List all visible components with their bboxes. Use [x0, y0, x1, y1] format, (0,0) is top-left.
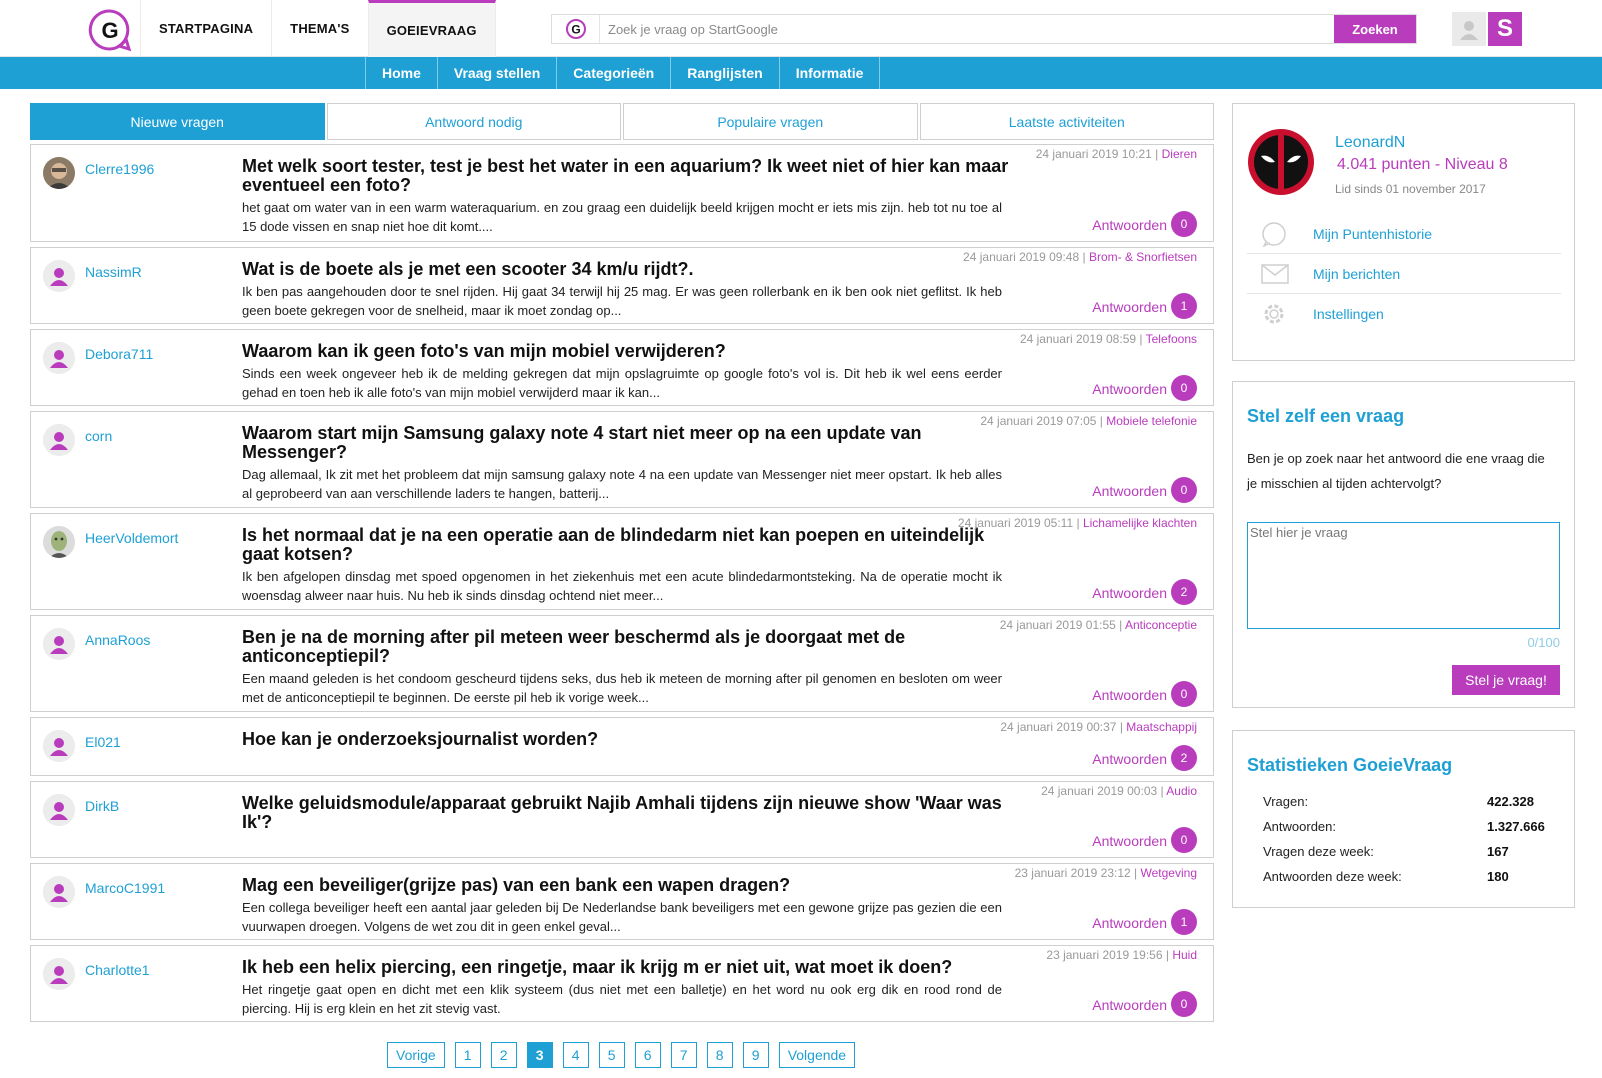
user-avatar-icon[interactable] [1452, 12, 1486, 46]
pagination-prev[interactable]: Vorige [387, 1042, 445, 1068]
question-author[interactable]: AnnaRoos [85, 632, 151, 648]
top-bar [0, 0, 1602, 57]
answer-count-badge: 0 [1171, 827, 1197, 853]
stats-label: Antwoorden: [1263, 819, 1336, 834]
nav-home[interactable]: Home [366, 57, 438, 89]
profile-card [1232, 103, 1575, 361]
question-author[interactable]: corn [85, 428, 113, 444]
question-category[interactable]: Mobiele telefonie [1106, 414, 1197, 428]
search-input[interactable] [608, 15, 1308, 43]
stats-title: Statistieken GoeieVraag [1247, 755, 1453, 775]
tab-nieuwe-vragen[interactable]: Nieuwe vragen [30, 103, 325, 140]
question-meta: 24 januari 2019 01:55 | Anticonceptie [999, 618, 1197, 632]
answer-link[interactable]: Antwoorden [1092, 381, 1167, 397]
answer-link[interactable]: Antwoorden [1092, 833, 1167, 849]
search-button[interactable]: Zoeken [1334, 15, 1416, 43]
question-author[interactable]: NassimR [85, 264, 142, 280]
link-puntenhistorie[interactable] [1247, 214, 1561, 254]
question-title[interactable]: Ben je na de morning after pil meteen weer beschermd als je doorgaat met de anticonceptiepil? [242, 627, 906, 666]
question-date: 24 januari 2019 01:55 [999, 618, 1116, 632]
question-row[interactable] [30, 411, 1214, 508]
question-category[interactable]: Maatschappij [1126, 720, 1197, 734]
profile-links [1247, 214, 1561, 334]
ask-question-input[interactable] [1247, 522, 1560, 629]
goeievraag-logo[interactable] [88, 8, 132, 52]
ask-description: Ben je op zoek naar het antwoord die ene vraag die je misschien al tijden achtervolgt? [1247, 451, 1545, 491]
question-date: 24 januari 2019 05:11 [957, 516, 1074, 530]
pagination-page[interactable]: 3 [527, 1042, 553, 1068]
envelope-icon [1261, 264, 1293, 284]
profile-member-since: Lid sinds 01 november 2017 [1335, 182, 1486, 196]
char-counter: 0/100 [1527, 635, 1560, 650]
stats-label: Antwoorden deze week: [1263, 869, 1402, 884]
question-excerpt: Sinds een week ongeveer heb ik de melding gekregen dat mijn opslagruimte op google foto's vol is. Dit heb ik wel eens eerder gehad en toen heb ik alle foto's van mijn mobiel verwijderd maar ik kan... [242, 366, 1002, 400]
answer-count-badge: 0 [1171, 375, 1197, 401]
user-avatar[interactable] [43, 628, 75, 660]
question-title[interactable]: Welke geluidsmodule/apparaat gebruikt Najib Amhali tijdens zijn nieuwe show 'Waar was Ik'? [242, 793, 1002, 832]
user-avatar[interactable] [43, 157, 75, 189]
question-category[interactable]: Telefoons [1145, 332, 1197, 346]
profile-points: 4.041 punten - Niveau 8 [1337, 156, 1508, 173]
google-g-icon [552, 15, 600, 43]
question-category[interactable]: Audio [1166, 784, 1197, 798]
question-date: 23 januari 2019 19:56 [1046, 948, 1163, 962]
question-author[interactable]: Charlotte1 [85, 962, 150, 978]
pagination-page[interactable]: 8 [707, 1042, 733, 1068]
answer-count-badge: 2 [1171, 579, 1197, 605]
stats-value: 180 [1487, 869, 1509, 884]
link-instellingen[interactable] [1247, 294, 1561, 334]
question-title[interactable]: Wat is de boete als je met een scooter 34 km/u rijdt?. [242, 259, 694, 279]
question-date: 24 januari 2019 07:05 [980, 414, 1097, 428]
question-meta: 24 januari 2019 00:37 | Maatschappij [1000, 720, 1197, 734]
startpagina-s-icon[interactable]: S [1488, 12, 1522, 46]
question-row[interactable] [30, 513, 1214, 610]
answer-count-badge: 0 [1171, 211, 1197, 237]
user-avatar[interactable] [43, 876, 75, 908]
question-meta: 24 januari 2019 10:21 | Dieren [1035, 147, 1197, 161]
tab-antwoord-nodig[interactable]: Antwoord nodig [327, 103, 622, 140]
topnav-themas[interactable]: THEMA'S [271, 0, 367, 57]
answer-link[interactable]: Antwoorden [1092, 997, 1167, 1013]
stats-value: 422.328 [1487, 794, 1534, 809]
question-title[interactable]: Waarom start mijn Samsung galaxy note 4 start niet meer op na een update van Messenger? [242, 423, 922, 462]
question-title[interactable]: Mag een beveiliger(grijze pas) van een bank een wapen dragen? [242, 875, 791, 895]
ask-question-card [1232, 381, 1575, 708]
stats-value: 1.327.666 [1487, 819, 1545, 834]
question-date: 23 januari 2019 23:12 [1014, 866, 1131, 880]
question-tabs [30, 103, 1214, 140]
user-avatar[interactable] [43, 260, 75, 292]
nav-ranglijsten[interactable]: Ranglijsten [671, 57, 779, 89]
question-date: 24 januari 2019 00:03 [1041, 784, 1158, 798]
question-row[interactable] [30, 329, 1214, 406]
question-excerpt: het gaat om water van in een warm wateraquarium. en zou graag een duidelijk beeld krijgen mocht er iets mis zijn. heb tot nu toe al 15 dode vissen en snap niet hoe dit komt.... [242, 200, 1002, 234]
user-avatar[interactable] [43, 794, 75, 826]
answer-count-badge: 2 [1171, 745, 1197, 771]
top-navigation [140, 0, 496, 57]
pagination [387, 1042, 855, 1068]
stats-row [1263, 814, 1545, 839]
question-date: 24 januari 2019 00:37 [1000, 720, 1117, 734]
question-excerpt: Een maand geleden is het condoom gescheurd tijdens seks, dus heb ik meteen de morning after pil genomen en besloten om weer met de anticonceptiepil te beginnen. De eerste pil heb ik vorige week... [242, 671, 1002, 705]
answer-count-badge: 1 [1171, 293, 1197, 319]
question-author[interactable]: El021 [85, 734, 121, 750]
stats-label: Vragen: [1263, 794, 1309, 809]
question-title[interactable]: Met welk soort tester, test je best het water in een aquarium? Ik weet niet of hier kan maar eventueel een foto? [242, 156, 1009, 195]
question-date: 24 januari 2019 09:48 [963, 250, 1080, 264]
main-navigation [0, 57, 1602, 89]
user-avatar[interactable] [43, 730, 75, 762]
nav-categorieen[interactable]: Categorieën [557, 57, 671, 89]
question-author[interactable]: DirkB [85, 798, 120, 814]
topnav-goeievraag[interactable]: GOEIEVRAAG [368, 0, 496, 57]
question-meta: 23 januari 2019 23:12 | Wetgeving [1014, 866, 1197, 880]
question-category[interactable]: Anticonceptie [1124, 618, 1197, 632]
question-meta: 24 januari 2019 08:59 | Telefoons [1019, 332, 1197, 346]
search-bar [551, 14, 1417, 44]
question-author[interactable]: HeerVoldemort [85, 530, 179, 546]
question-meta: 24 januari 2019 05:11 | Lichamelijke klachten [957, 516, 1197, 530]
question-excerpt: Een collega beveiliger heeft een aantal jaar geleden bij De Nederlandse bank beveiligers met een gewone grijze pas gezien die een vuurwapen droegen. Volgens de wet zou dit in geen enkel geval... [242, 900, 1002, 934]
profile-name[interactable]: LeonardN [1335, 134, 1406, 151]
pagination-page[interactable]: 2 [491, 1042, 517, 1068]
question-meta: 24 januari 2019 07:05 | Mobiele telefonie [980, 414, 1197, 428]
question-meta: 24 januari 2019 09:48 | Brom- & Snorfietsen [963, 250, 1197, 264]
answer-link[interactable]: Antwoorden [1092, 687, 1167, 703]
tab-laatste-activiteiten[interactable]: Laatste activiteiten [920, 103, 1215, 140]
pagination-page[interactable]: 5 [599, 1042, 625, 1068]
link-berichten[interactable] [1247, 254, 1561, 294]
stats-label: Vragen deze week: [1263, 844, 1374, 859]
answer-link[interactable]: Antwoorden [1092, 585, 1167, 601]
pagination-page[interactable]: 9 [743, 1042, 769, 1068]
answer-count-badge: 0 [1171, 681, 1197, 707]
nav-informatie[interactable]: Informatie [780, 57, 881, 89]
question-title[interactable]: Hoe kan je onderzoeksjournalist worden? [242, 729, 599, 749]
question-author[interactable]: MarcoC1991 [85, 880, 166, 896]
stats-row [1263, 839, 1545, 864]
question-row[interactable] [30, 247, 1214, 324]
question-row[interactable] [30, 717, 1214, 776]
answer-count-badge: 1 [1171, 909, 1197, 935]
question-date: 24 januari 2019 08:59 [1019, 332, 1137, 346]
question-category[interactable]: Dieren [1161, 147, 1197, 161]
svg-text:G: G [101, 18, 119, 43]
question-title[interactable]: Waarom kan ik geen foto's van mijn mobiel verwijderen? [242, 341, 726, 361]
user-avatar[interactable] [43, 424, 75, 456]
question-row[interactable] [30, 144, 1214, 242]
nav-vraag-stellen[interactable]: Vraag stellen [438, 57, 557, 89]
pagination-page[interactable]: 4 [563, 1042, 589, 1068]
link-instellingen-label[interactable]: Instellingen [1313, 306, 1384, 322]
user-avatar[interactable] [43, 526, 75, 558]
answer-link[interactable]: Antwoorden [1092, 915, 1167, 931]
stats-row [1263, 789, 1545, 814]
ask-title: Stel zelf een vraag [1247, 406, 1405, 426]
question-excerpt: Dag allemaal, Ik zit met het probleem dat mijn samsung galaxy note 4 na een update van Messenger niet meer opstart. Ik heb alles al geprobeerd van aan verschillende laders te hangen, batterij... [242, 467, 1002, 501]
stats-value: 167 [1487, 844, 1509, 859]
question-title[interactable]: Is het normaal dat je na een operatie aan de blindedarm niet kan poepen en uiteindelijk gaat kotsen? [242, 525, 985, 564]
ask-submit-button[interactable]: Stel je vraag! [1452, 665, 1560, 695]
tab-populaire-vragen[interactable]: Populaire vragen [623, 103, 918, 140]
question-excerpt: Het ringetje gaat open en dicht met een klik systeem (dus niet met een balletje) en het word nu ook erg dik en rood rond de piercing. Hij is erg klein en het zit stevig vast. [242, 982, 1002, 1016]
user-avatar[interactable] [43, 958, 75, 990]
question-author[interactable]: Debora711 [85, 346, 154, 362]
question-row[interactable] [30, 863, 1214, 940]
question-author[interactable]: Clerre1996 [85, 161, 155, 177]
topnav-startpagina[interactable]: STARTPAGINA [140, 0, 271, 57]
stats-row [1263, 864, 1545, 889]
question-row[interactable] [30, 945, 1214, 1022]
question-category[interactable]: Huid [1172, 948, 1197, 962]
question-category[interactable]: Lichamelijke klachten [1082, 516, 1197, 530]
answer-link[interactable]: Antwoorden [1092, 299, 1167, 315]
question-title[interactable]: Ik heb een helix piercing, een ringetje, maar ik krijg m er niet uit, wat moet ik doen? [242, 957, 953, 977]
question-row[interactable] [30, 615, 1214, 712]
answer-link[interactable]: Antwoorden [1092, 751, 1167, 767]
pagination-next[interactable]: Volgende [779, 1042, 855, 1068]
profile-avatar[interactable] [1247, 128, 1315, 196]
question-date: 24 januari 2019 10:21 [1035, 147, 1152, 161]
question-row[interactable] [30, 781, 1214, 858]
user-avatar[interactable] [43, 342, 75, 374]
answer-count-badge: 0 [1171, 991, 1197, 1017]
question-excerpt: Ik ben afgelopen dinsdag met spoed opgenomen in het ziekenhuis met een acute blindedarmontsteking. Na de operatie mocht ik woensdag alweer naar huis. Nu heb ik sinds dinsdag ochtend niet meer... [242, 569, 1002, 603]
question-meta: 24 januari 2019 00:03 | Audio [1041, 784, 1197, 798]
answer-link[interactable]: Antwoorden [1092, 217, 1167, 233]
pagination-page[interactable]: 6 [635, 1042, 661, 1068]
pagination-page[interactable]: 1 [455, 1042, 481, 1068]
pagination-page[interactable]: 7 [671, 1042, 697, 1068]
stats-table [1263, 789, 1545, 889]
question-category[interactable]: Brom- & Snorfietsen [1088, 250, 1197, 264]
statistics-card [1232, 730, 1575, 908]
question-meta: 23 januari 2019 19:56 | Huid [1046, 948, 1197, 962]
question-list [30, 144, 1214, 1027]
question-excerpt: Ik ben pas aangehouden door te snel rijden. Hij gaat 34 terwijl hij 25 mag. Er was geen rollerbank en ik ben ook niet geflitst. Ik heb geen boete gekregen voor de snelheid, maar ik moet zondag op... [242, 284, 1002, 318]
question-category[interactable]: Wetgeving [1140, 866, 1197, 880]
link-puntenhistorie-label[interactable]: Mijn Puntenhistorie [1313, 225, 1433, 242]
chat-bubble-icon [1261, 221, 1293, 247]
answer-link[interactable]: Antwoorden [1092, 483, 1167, 499]
gear-icon [1261, 301, 1293, 327]
svg-text:G: G [570, 22, 581, 37]
answer-count-badge: 0 [1171, 477, 1197, 503]
link-berichten-label[interactable]: Mijn berichten [1313, 265, 1401, 282]
